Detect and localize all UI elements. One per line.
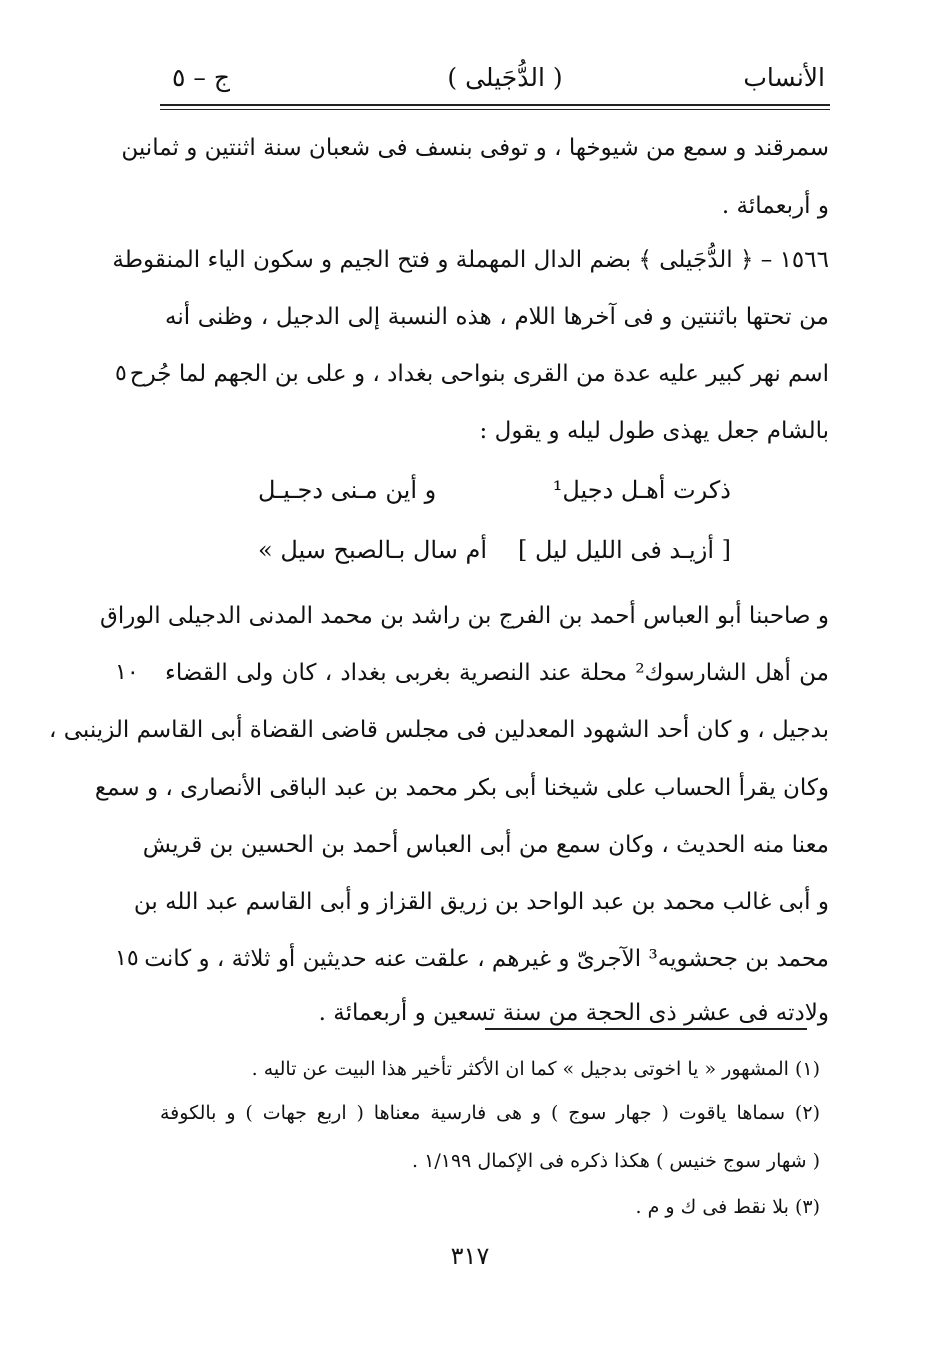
verse-hemistich-1a: ذكرت أهـل دجيل¹ [552, 476, 731, 504]
footnote-rule [485, 1028, 807, 1030]
verse-hemistich-1b: و أين مـنى دجـيـل [258, 476, 437, 504]
text-line: من أهل الشارسوك² محلة عند النصرية بغربى بغداد ، كان ولى القضاء [165, 660, 829, 686]
text-line: اسم نهر كبير عليه عدة من القرى بنواحى بغداد ، و على بن الجهم لما جُرح [129, 361, 829, 387]
header-rule [160, 104, 830, 106]
line-number-10: ١٠ [115, 660, 139, 685]
footnote-3: (٣) بلا نقط فى ك و م . [635, 1196, 820, 1218]
footnote-1: (١) المشهور « يا اخوتى بدجيل » كما ان الأكثر تأخير هذا البيت عن تاليه . [251, 1058, 820, 1080]
text-line: وكان يقرأ الحساب على شيخنا أبى بكر محمد بن عبد الباقى الأنصارى ، و سمع [94, 775, 829, 801]
text-line: سمرقند و سمع من شيوخها ، و توفى بنسف فى شعبان سنة اثنتين و ثمانين [121, 135, 829, 161]
header-rule-thin [160, 109, 830, 110]
verse-hemistich-2a: [ أزيـد فى الليل ليل ] [518, 536, 731, 564]
text-line: معنا منه الحديث ، وكان سمع من أبى العباس أحمد بن الحسين بن قريش [142, 832, 829, 858]
entry-heading-line: ١٥٦٦ – ﴿ الدُّجَيلى ﴾ بضم الدال المهملة و فتح الجيم و سكون الياء المنقوطة [112, 247, 829, 273]
verse-hemistich-2b: أم سال بـالصبح سيل » [258, 536, 487, 564]
footnote-2-cont: ( شهار سوج خنيس ) هكذا ذكره فى الإكمال ١/١٩٩ . [412, 1150, 820, 1172]
text-line: محمد بن جحشويه³ الآجرىّ و غيرهم ، علقت عنه حديثين أو ثلاثة ، و كانت [144, 946, 829, 972]
page-number: ٣١٧ [450, 1242, 490, 1270]
line-number-15: ١٥ [115, 946, 139, 971]
text-line: من تحتها باثنتين و فى آخرها اللام ، هذه النسبة إلى الدجيل ، وظنى أنه [165, 304, 829, 330]
footnote-2: (٢) سماها ياقوت ( جهار سوج ) و هى فارسية معناها ( اربع جهات ) و بالكوفة [160, 1102, 820, 1124]
text-line: ولادته فى عشر ذى الحجة من سنة تسعين و أربعمائة . [318, 1000, 829, 1026]
running-head-entry: ( الدُّجَيلى ) [447, 63, 563, 92]
text-line: و صاحبنا أبو العباس أحمد بن الفرج بن راشد بن محمد المدنى الدجيلى الوراق [99, 603, 829, 629]
text-line: بدجيل ، و كان أحد الشهود المعدلين فى مجلس قاضى القضاة أبى القاسم الزينبى ، [49, 717, 829, 743]
text-line: بالشام جعل يهذى طول ليله و يقول : [479, 418, 829, 444]
volume-indicator: ج – ٥ [172, 63, 230, 92]
text-line: و أربعمائة . [721, 193, 829, 219]
text-line: و أبى غالب محمد بن عبد الواحد بن زريق القزاز و أبى القاسم عبد الله بن [133, 889, 829, 915]
line-number-5: ٥ [115, 361, 127, 386]
running-head-title: الأنساب [743, 63, 825, 92]
